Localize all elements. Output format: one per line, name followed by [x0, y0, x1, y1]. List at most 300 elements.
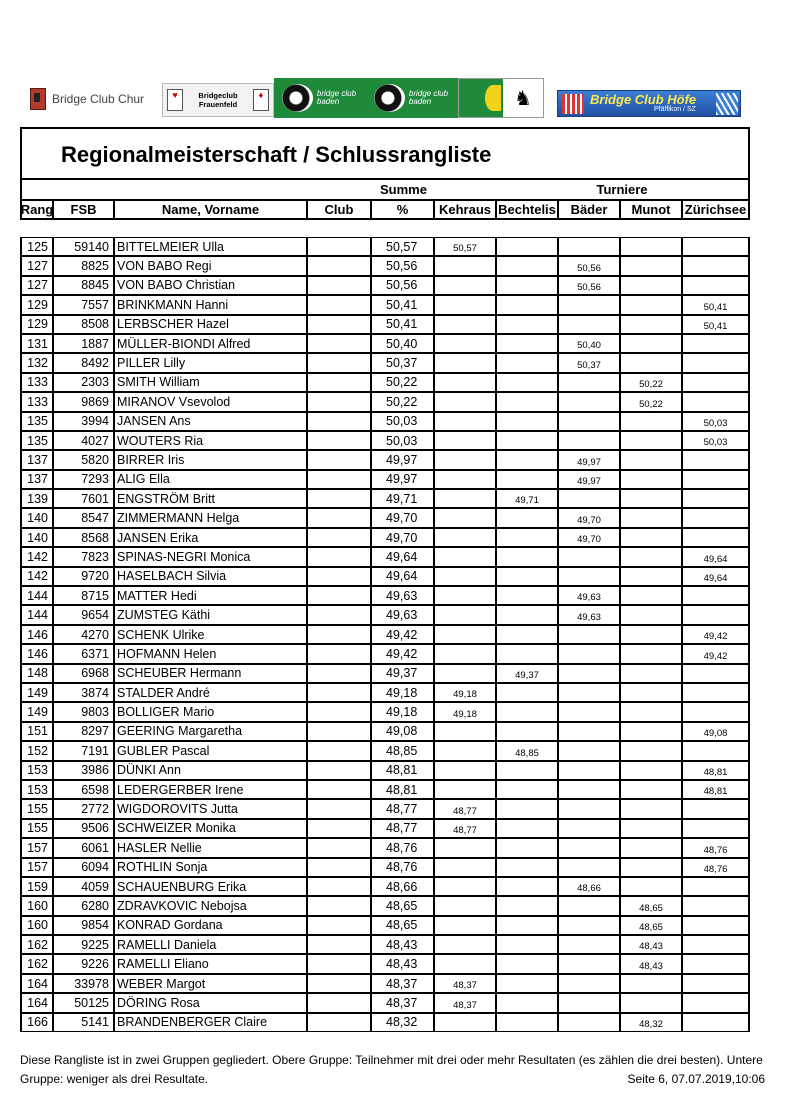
page-footer [20, 1051, 765, 1089]
column-header-kehraus: Kehraus [435, 201, 497, 218]
cell-rang: 140 [20, 528, 54, 547]
cell-bechtelis [497, 237, 559, 256]
logo-chur-text: Bridge Club Chur [52, 92, 145, 106]
cell-kehraus [435, 373, 497, 392]
table-row [20, 877, 750, 896]
cell-zuerichsee: 50,03 [683, 431, 750, 450]
cell-munot: 48,43 [621, 935, 683, 954]
cell-kehraus [435, 315, 497, 334]
cell-munot: 48,65 [621, 896, 683, 915]
table-row [20, 993, 750, 1012]
cell-club [308, 237, 372, 256]
cell-club [308, 412, 372, 431]
cell-bechtelis [497, 838, 559, 857]
cell-zuerichsee [683, 702, 750, 721]
table-row [20, 256, 750, 275]
cell-baeder [559, 993, 621, 1012]
cell-baeder [559, 664, 621, 683]
cell-zuerichsee: 50,41 [683, 295, 750, 314]
table-row [20, 508, 750, 527]
cell-name: ZDRAVKOVIC Nebojsa [115, 896, 308, 915]
cell-munot [621, 315, 683, 334]
cell-percent: 48,85 [372, 741, 435, 760]
cell-name: LEDERGERBER Irene [115, 780, 308, 799]
table-row [20, 334, 750, 353]
cell-club [308, 819, 372, 838]
cell-zuerichsee: 48,76 [683, 838, 750, 857]
logo-bridge-club-baden [274, 78, 366, 118]
cell-percent: 49,71 [372, 489, 435, 508]
cell-baeder: 49,70 [559, 508, 621, 527]
cell-kehraus [435, 954, 497, 973]
cell-club [308, 450, 372, 469]
cell-munot [621, 276, 683, 295]
cell-percent: 49,42 [372, 625, 435, 644]
cell-kehraus [435, 547, 497, 566]
cell-name: GEERING Margaretha [115, 722, 308, 741]
cell-kehraus [435, 392, 497, 411]
cell-baeder [559, 683, 621, 702]
cell-munot [621, 508, 683, 527]
table-row [20, 315, 750, 334]
column-header-name: Name, Vorname [115, 201, 308, 218]
cell-bechtelis [497, 334, 559, 353]
cell-baeder: 49,70 [559, 528, 621, 547]
cell-bechtelis [497, 586, 559, 605]
cell-club [308, 334, 372, 353]
cell-fsb: 8825 [54, 256, 115, 275]
cell-kehraus: 48,37 [435, 974, 497, 993]
cell-percent: 49,97 [372, 470, 435, 489]
cell-fsb: 7823 [54, 547, 115, 566]
cell-name: SCHENK Ulrike [115, 625, 308, 644]
cell-kehraus [435, 722, 497, 741]
footnote: Diese Rangliste ist in zwei Gruppen gegliedert. Obere Gruppe: Teilnehmer mit drei oder mehr Resultaten (es zählen die drei besten). Untere Gruppe: weniger als drei Resultate. [20, 1053, 763, 1086]
cell-rang: 131 [20, 334, 54, 353]
cell-name: BRINKMANN Hanni [115, 295, 308, 314]
cell-name: LERBSCHER Hazel [115, 315, 308, 334]
logo-club-emblem [458, 78, 544, 118]
cell-percent: 49,63 [372, 586, 435, 605]
cell-name: PILLER Lilly [115, 353, 308, 372]
table-row [20, 858, 750, 877]
cell-fsb: 6371 [54, 644, 115, 663]
cell-kehraus [435, 741, 497, 760]
cell-bechtelis [497, 295, 559, 314]
cell-bechtelis [497, 974, 559, 993]
cell-club [308, 916, 372, 935]
cell-rang: 127 [20, 256, 54, 275]
table-row [20, 896, 750, 915]
cell-zuerichsee [683, 819, 750, 838]
cell-baeder [559, 489, 621, 508]
cell-kehraus [435, 470, 497, 489]
cell-rang: 157 [20, 838, 54, 857]
cell-club [308, 489, 372, 508]
cell-rang: 164 [20, 974, 54, 993]
cell-percent: 48,76 [372, 858, 435, 877]
cell-club [308, 353, 372, 372]
cell-baeder: 48,66 [559, 877, 621, 896]
cell-percent: 50,57 [372, 237, 435, 256]
cell-kehraus: 48,77 [435, 799, 497, 818]
cell-name: WIGDOROVITS Jutta [115, 799, 308, 818]
cell-bechtelis [497, 373, 559, 392]
column-header-percent: % [372, 201, 435, 218]
cell-baeder [559, 780, 621, 799]
cell-baeder [559, 916, 621, 935]
cell-munot [621, 256, 683, 275]
column-header-club: Club [308, 201, 372, 218]
cell-bechtelis [497, 1013, 559, 1032]
column-header-munot: Munot [621, 201, 683, 218]
table-row [20, 547, 750, 566]
table-row [20, 489, 750, 508]
cell-baeder [559, 625, 621, 644]
cell-fsb: 9869 [54, 392, 115, 411]
column-header-rang: Rang [20, 202, 54, 217]
table-row [20, 644, 750, 663]
cell-rang: 135 [20, 431, 54, 450]
cell-munot [621, 683, 683, 702]
cell-fsb: 8568 [54, 528, 115, 547]
logo-baden-text: bridge club baden [408, 89, 449, 106]
cell-munot: 50,22 [621, 392, 683, 411]
cell-kehraus [435, 256, 497, 275]
table-row [20, 819, 750, 838]
column-header-zuerichsee: Zürichsee [684, 202, 747, 217]
cell-fsb: 4059 [54, 877, 115, 896]
title-box [20, 127, 750, 180]
cell-munot [621, 412, 683, 431]
cell-munot [621, 838, 683, 857]
cell-baeder: 50,56 [559, 276, 621, 295]
cell-zuerichsee [683, 896, 750, 915]
cell-rang: 149 [20, 683, 54, 702]
cell-bechtelis [497, 450, 559, 469]
table-row [20, 450, 750, 469]
cell-club [308, 722, 372, 741]
cell-zuerichsee: 49,42 [683, 644, 750, 663]
cell-bechtelis: 49,71 [497, 489, 559, 508]
table-row [20, 625, 750, 644]
cell-fsb: 33978 [54, 974, 115, 993]
cell-percent: 50,03 [372, 412, 435, 431]
animal-emblem-icon: ♞ [514, 87, 532, 110]
cell-percent: 49,08 [372, 722, 435, 741]
cell-baeder: 49,97 [559, 470, 621, 489]
cell-club [308, 256, 372, 275]
cell-zuerichsee: 50,41 [683, 315, 750, 334]
cell-rang: 139 [20, 489, 54, 508]
table-row [20, 916, 750, 935]
cell-percent: 49,64 [372, 567, 435, 586]
cell-baeder [559, 1013, 621, 1032]
cell-club [308, 373, 372, 392]
cell-munot [621, 353, 683, 372]
cell-bechtelis: 49,37 [497, 664, 559, 683]
cell-kehraus [435, 450, 497, 469]
cell-fsb: 9720 [54, 567, 115, 586]
cell-bechtelis [497, 780, 559, 799]
table-row [20, 780, 750, 799]
table-row [20, 276, 750, 295]
cell-name: WOUTERS Ria [115, 431, 308, 450]
cell-percent: 50,56 [372, 276, 435, 295]
cell-kehraus [435, 625, 497, 644]
cell-fsb: 5820 [54, 450, 115, 469]
cell-name: RAMELLI Daniela [115, 935, 308, 954]
cell-baeder [559, 858, 621, 877]
cell-zuerichsee [683, 954, 750, 973]
cell-munot [621, 431, 683, 450]
cell-rang: 160 [20, 896, 54, 915]
cell-fsb: 9226 [54, 954, 115, 973]
cell-name: JANSEN Erika [115, 528, 308, 547]
cell-zuerichsee [683, 664, 750, 683]
cell-kehraus [435, 916, 497, 935]
cell-munot [621, 974, 683, 993]
cell-club [308, 470, 372, 489]
cell-rang: 155 [20, 799, 54, 818]
cell-bechtelis [497, 993, 559, 1012]
cell-zuerichsee: 49,42 [683, 625, 750, 644]
cell-zuerichsee [683, 935, 750, 954]
cell-club [308, 567, 372, 586]
cell-kehraus [435, 508, 497, 527]
cell-percent: 48,77 [372, 799, 435, 818]
table-row [20, 799, 750, 818]
cell-name: SCHAUENBURG Erika [115, 877, 308, 896]
cell-rang: 127 [20, 276, 54, 295]
cell-bechtelis [497, 528, 559, 547]
cell-zuerichsee [683, 353, 750, 372]
cell-munot [621, 702, 683, 721]
table-row [20, 664, 750, 683]
cell-zuerichsee [683, 916, 750, 935]
cell-percent: 49,64 [372, 547, 435, 566]
cell-kehraus: 49,18 [435, 683, 497, 702]
cell-kehraus [435, 334, 497, 353]
sail-icon [716, 93, 738, 115]
cell-rang: 140 [20, 508, 54, 527]
cell-club [308, 431, 372, 450]
cell-bechtelis [497, 431, 559, 450]
cell-bechtelis [497, 896, 559, 915]
cell-rang: 153 [20, 761, 54, 780]
logo-hoefe-title: Bridge Club Höfe [590, 92, 697, 107]
cell-fsb: 6968 [54, 664, 115, 683]
cell-baeder [559, 935, 621, 954]
column-header-baeder: Bäder [559, 201, 621, 218]
cell-percent: 48,81 [372, 761, 435, 780]
cell-rang: 148 [20, 664, 54, 683]
cell-zuerichsee: 48,81 [683, 780, 750, 799]
cell-club [308, 605, 372, 624]
cell-name: GUBLER Pascal [115, 741, 308, 760]
cell-fsb: 2772 [54, 799, 115, 818]
cell-club [308, 896, 372, 915]
table-row [20, 586, 750, 605]
cell-club [308, 295, 372, 314]
table-row [20, 702, 750, 721]
cell-name: BITTELMEIER Ulla [115, 237, 308, 256]
cell-munot [621, 605, 683, 624]
cell-club [308, 315, 372, 334]
cell-name: ZIMMERMANN Helga [115, 508, 308, 527]
cell-name: ENGSTRÖM Britt [115, 489, 308, 508]
cell-fsb: 3874 [54, 683, 115, 702]
cell-fsb: 2303 [54, 373, 115, 392]
club-logos [0, 78, 789, 120]
cell-zuerichsee: 49,64 [683, 567, 750, 586]
cell-percent: 49,37 [372, 664, 435, 683]
cell-baeder [559, 644, 621, 663]
cell-bechtelis [497, 722, 559, 741]
cell-bechtelis [497, 954, 559, 973]
cell-name: MIRANOV Vsevolod [115, 392, 308, 411]
cell-rang: 142 [20, 567, 54, 586]
cell-percent: 48,37 [372, 974, 435, 993]
half-moon-emblem-icon [459, 79, 503, 117]
cell-name: SPINAS-NEGRI Monica [115, 547, 308, 566]
cell-baeder [559, 741, 621, 760]
cell-bechtelis [497, 858, 559, 877]
cell-zuerichsee [683, 528, 750, 547]
cell-bechtelis [497, 412, 559, 431]
cell-percent: 50,56 [372, 256, 435, 275]
cell-percent: 48,32 [372, 1013, 435, 1032]
cell-rang: 146 [20, 625, 54, 644]
table-row [20, 392, 750, 411]
cell-bechtelis [497, 353, 559, 372]
cell-bechtelis [497, 276, 559, 295]
cell-munot: 50,22 [621, 373, 683, 392]
cell-fsb: 7191 [54, 741, 115, 760]
cell-rang: 159 [20, 877, 54, 896]
cell-munot [621, 586, 683, 605]
cell-baeder [559, 954, 621, 973]
cell-zuerichsee [683, 605, 750, 624]
page-number-date: Seite 6, 07.07.2019,10:06 [627, 1072, 765, 1086]
logo-bridge-club-hoefe [557, 90, 741, 117]
cell-name: JANSEN Ans [115, 412, 308, 431]
cell-club [308, 586, 372, 605]
cell-munot [621, 334, 683, 353]
cell-percent: 50,41 [372, 295, 435, 314]
cell-munot [621, 528, 683, 547]
cell-munot [621, 547, 683, 566]
table-row [20, 353, 750, 372]
flag-icon [562, 94, 584, 114]
cell-bechtelis [497, 877, 559, 896]
cell-zuerichsee: 48,81 [683, 761, 750, 780]
cell-bechtelis [497, 392, 559, 411]
playing-card-icon: ♦ [253, 89, 269, 111]
cell-fsb: 59140 [54, 237, 115, 256]
cell-name: STALDER André [115, 683, 308, 702]
cell-rang: 164 [20, 993, 54, 1012]
cell-fsb: 9854 [54, 916, 115, 935]
cell-rang: 152 [20, 741, 54, 760]
table-row [20, 722, 750, 741]
cell-fsb: 7601 [54, 489, 115, 508]
cell-kehraus [435, 780, 497, 799]
cell-fsb: 6094 [54, 858, 115, 877]
cell-kehraus [435, 644, 497, 663]
cell-fsb: 8715 [54, 586, 115, 605]
cell-baeder [559, 722, 621, 741]
cell-munot [621, 877, 683, 896]
cell-kehraus [435, 838, 497, 857]
cell-munot [621, 858, 683, 877]
table-row [20, 741, 750, 760]
cell-baeder: 49,97 [559, 450, 621, 469]
baden-b-emblem-icon [374, 84, 405, 112]
cell-baeder [559, 974, 621, 993]
cell-club [308, 954, 372, 973]
table-row [20, 954, 750, 973]
cell-rang: 160 [20, 916, 54, 935]
cell-kehraus: 50,57 [435, 237, 497, 256]
playing-card-icon: ♥ [167, 89, 183, 111]
cell-zuerichsee [683, 470, 750, 489]
cell-rang: 133 [20, 392, 54, 411]
cell-club [308, 761, 372, 780]
cell-zuerichsee [683, 237, 750, 256]
cell-fsb: 9654 [54, 605, 115, 624]
cell-munot [621, 722, 683, 741]
cell-zuerichsee [683, 276, 750, 295]
page-title: Regionalmeisterschaft / Schlussrangliste [61, 142, 492, 167]
cell-fsb: 8492 [54, 353, 115, 372]
header-column-row [20, 199, 750, 220]
cell-club [308, 392, 372, 411]
header-turniere: Turniere [596, 182, 648, 197]
cell-bechtelis [497, 315, 559, 334]
cell-baeder [559, 373, 621, 392]
cell-zuerichsee [683, 489, 750, 508]
cell-percent: 48,77 [372, 819, 435, 838]
cell-zuerichsee [683, 741, 750, 760]
cell-name: WEBER Margot [115, 974, 308, 993]
cell-percent: 48,43 [372, 935, 435, 954]
cell-name: MÜLLER-BIONDI Alfred [115, 334, 308, 353]
cell-munot [621, 741, 683, 760]
cell-bechtelis [497, 935, 559, 954]
cell-name: RAMELLI Eliano [115, 954, 308, 973]
cell-kehraus [435, 353, 497, 372]
cell-name: KONRAD Gordana [115, 916, 308, 935]
table-row [20, 528, 750, 547]
cell-bechtelis [497, 605, 559, 624]
cell-percent: 48,66 [372, 877, 435, 896]
cell-percent: 50,22 [372, 373, 435, 392]
cell-club [308, 935, 372, 954]
cell-club [308, 683, 372, 702]
cell-baeder [559, 838, 621, 857]
cell-fsb: 3986 [54, 761, 115, 780]
logo-bridge-club-baden [366, 78, 458, 118]
cell-name: BRANDENBERGER Claire [115, 1013, 308, 1032]
cell-kehraus: 49,18 [435, 702, 497, 721]
cell-fsb: 3994 [54, 412, 115, 431]
ranking-table [20, 237, 750, 1032]
cell-bechtelis: 48,85 [497, 741, 559, 760]
logo-bridgeclub-frauenfeld [162, 83, 274, 117]
cell-fsb: 1887 [54, 334, 115, 353]
cell-rang: 157 [20, 858, 54, 877]
